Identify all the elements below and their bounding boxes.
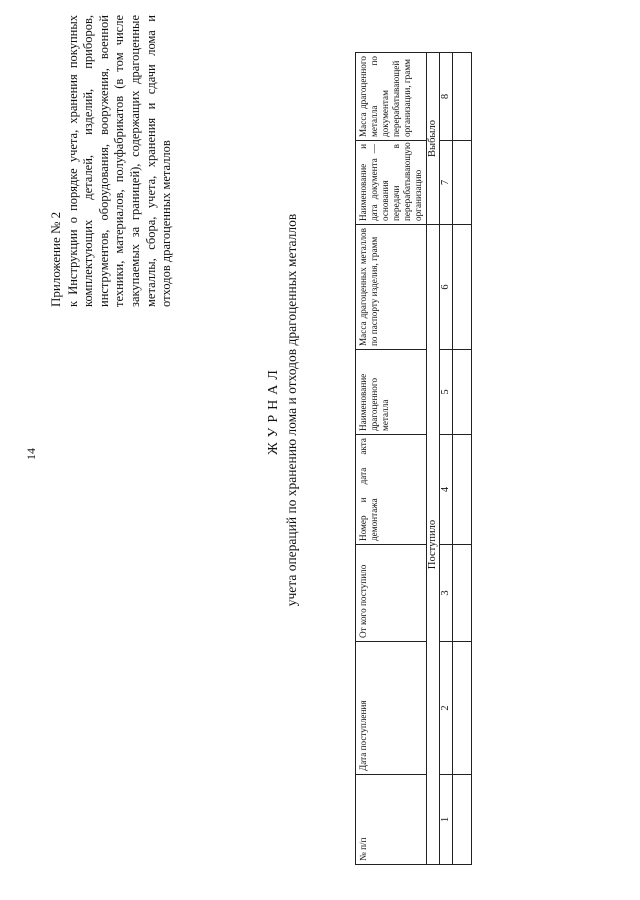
annex-heading: Приложение № 2 (48, 211, 63, 307)
journal-title-subtitle: учета операций по хранению лома и отходов драгоценных металлов (284, 213, 299, 607)
group-received: Поступило (427, 225, 440, 865)
page-number: 14 (24, 448, 38, 460)
header-row (356, 53, 427, 865)
column-header: Масса драгоценных металлов по паспорту изделия, грамм (356, 225, 427, 350)
column-number: 1 (440, 775, 453, 865)
column-number: 7 (440, 141, 453, 225)
column-header: Масса драгоценного металла по документам перерабатывающей организации, грамм (356, 53, 427, 141)
column-header: Наименование и дата документа — основания передачи в перерабатывающую организацию (356, 141, 427, 225)
column-header: № п/п (356, 775, 427, 865)
column-number: 8 (440, 53, 453, 141)
column-header: От кого поступило (356, 545, 427, 642)
column-number: 5 (440, 350, 453, 435)
group-disposed: Выбыло (427, 53, 440, 225)
annex-block (48, 15, 175, 307)
column-number: 6 (440, 225, 453, 350)
annex-text: к Инструкции о порядке учета, хранения покупных комплектующих деталей, изделий, приборов, инструментов, оборудования, вооружения, военной техники, материалов, полуфабрикатов (в том числе закупаемых за границей), содержащих драгоценные металлы, сбора, учета, хранения и сдачи лома и отходов драгоценных металлов (65, 15, 174, 307)
column-header: Наименование драгоценного металла (356, 350, 427, 435)
journal-title-main: ЖУРНАЛ (266, 365, 281, 455)
table-row (453, 53, 472, 865)
group-row (427, 53, 440, 865)
column-number: 2 (440, 642, 453, 775)
journal-table (355, 52, 472, 865)
journal-title (266, 160, 300, 660)
column-header: Номер и дата акта демонтажа (356, 435, 427, 545)
column-number: 4 (440, 435, 453, 545)
column-number: 3 (440, 545, 453, 642)
column-number-row (440, 53, 453, 865)
column-header: Дата поступления (356, 642, 427, 775)
